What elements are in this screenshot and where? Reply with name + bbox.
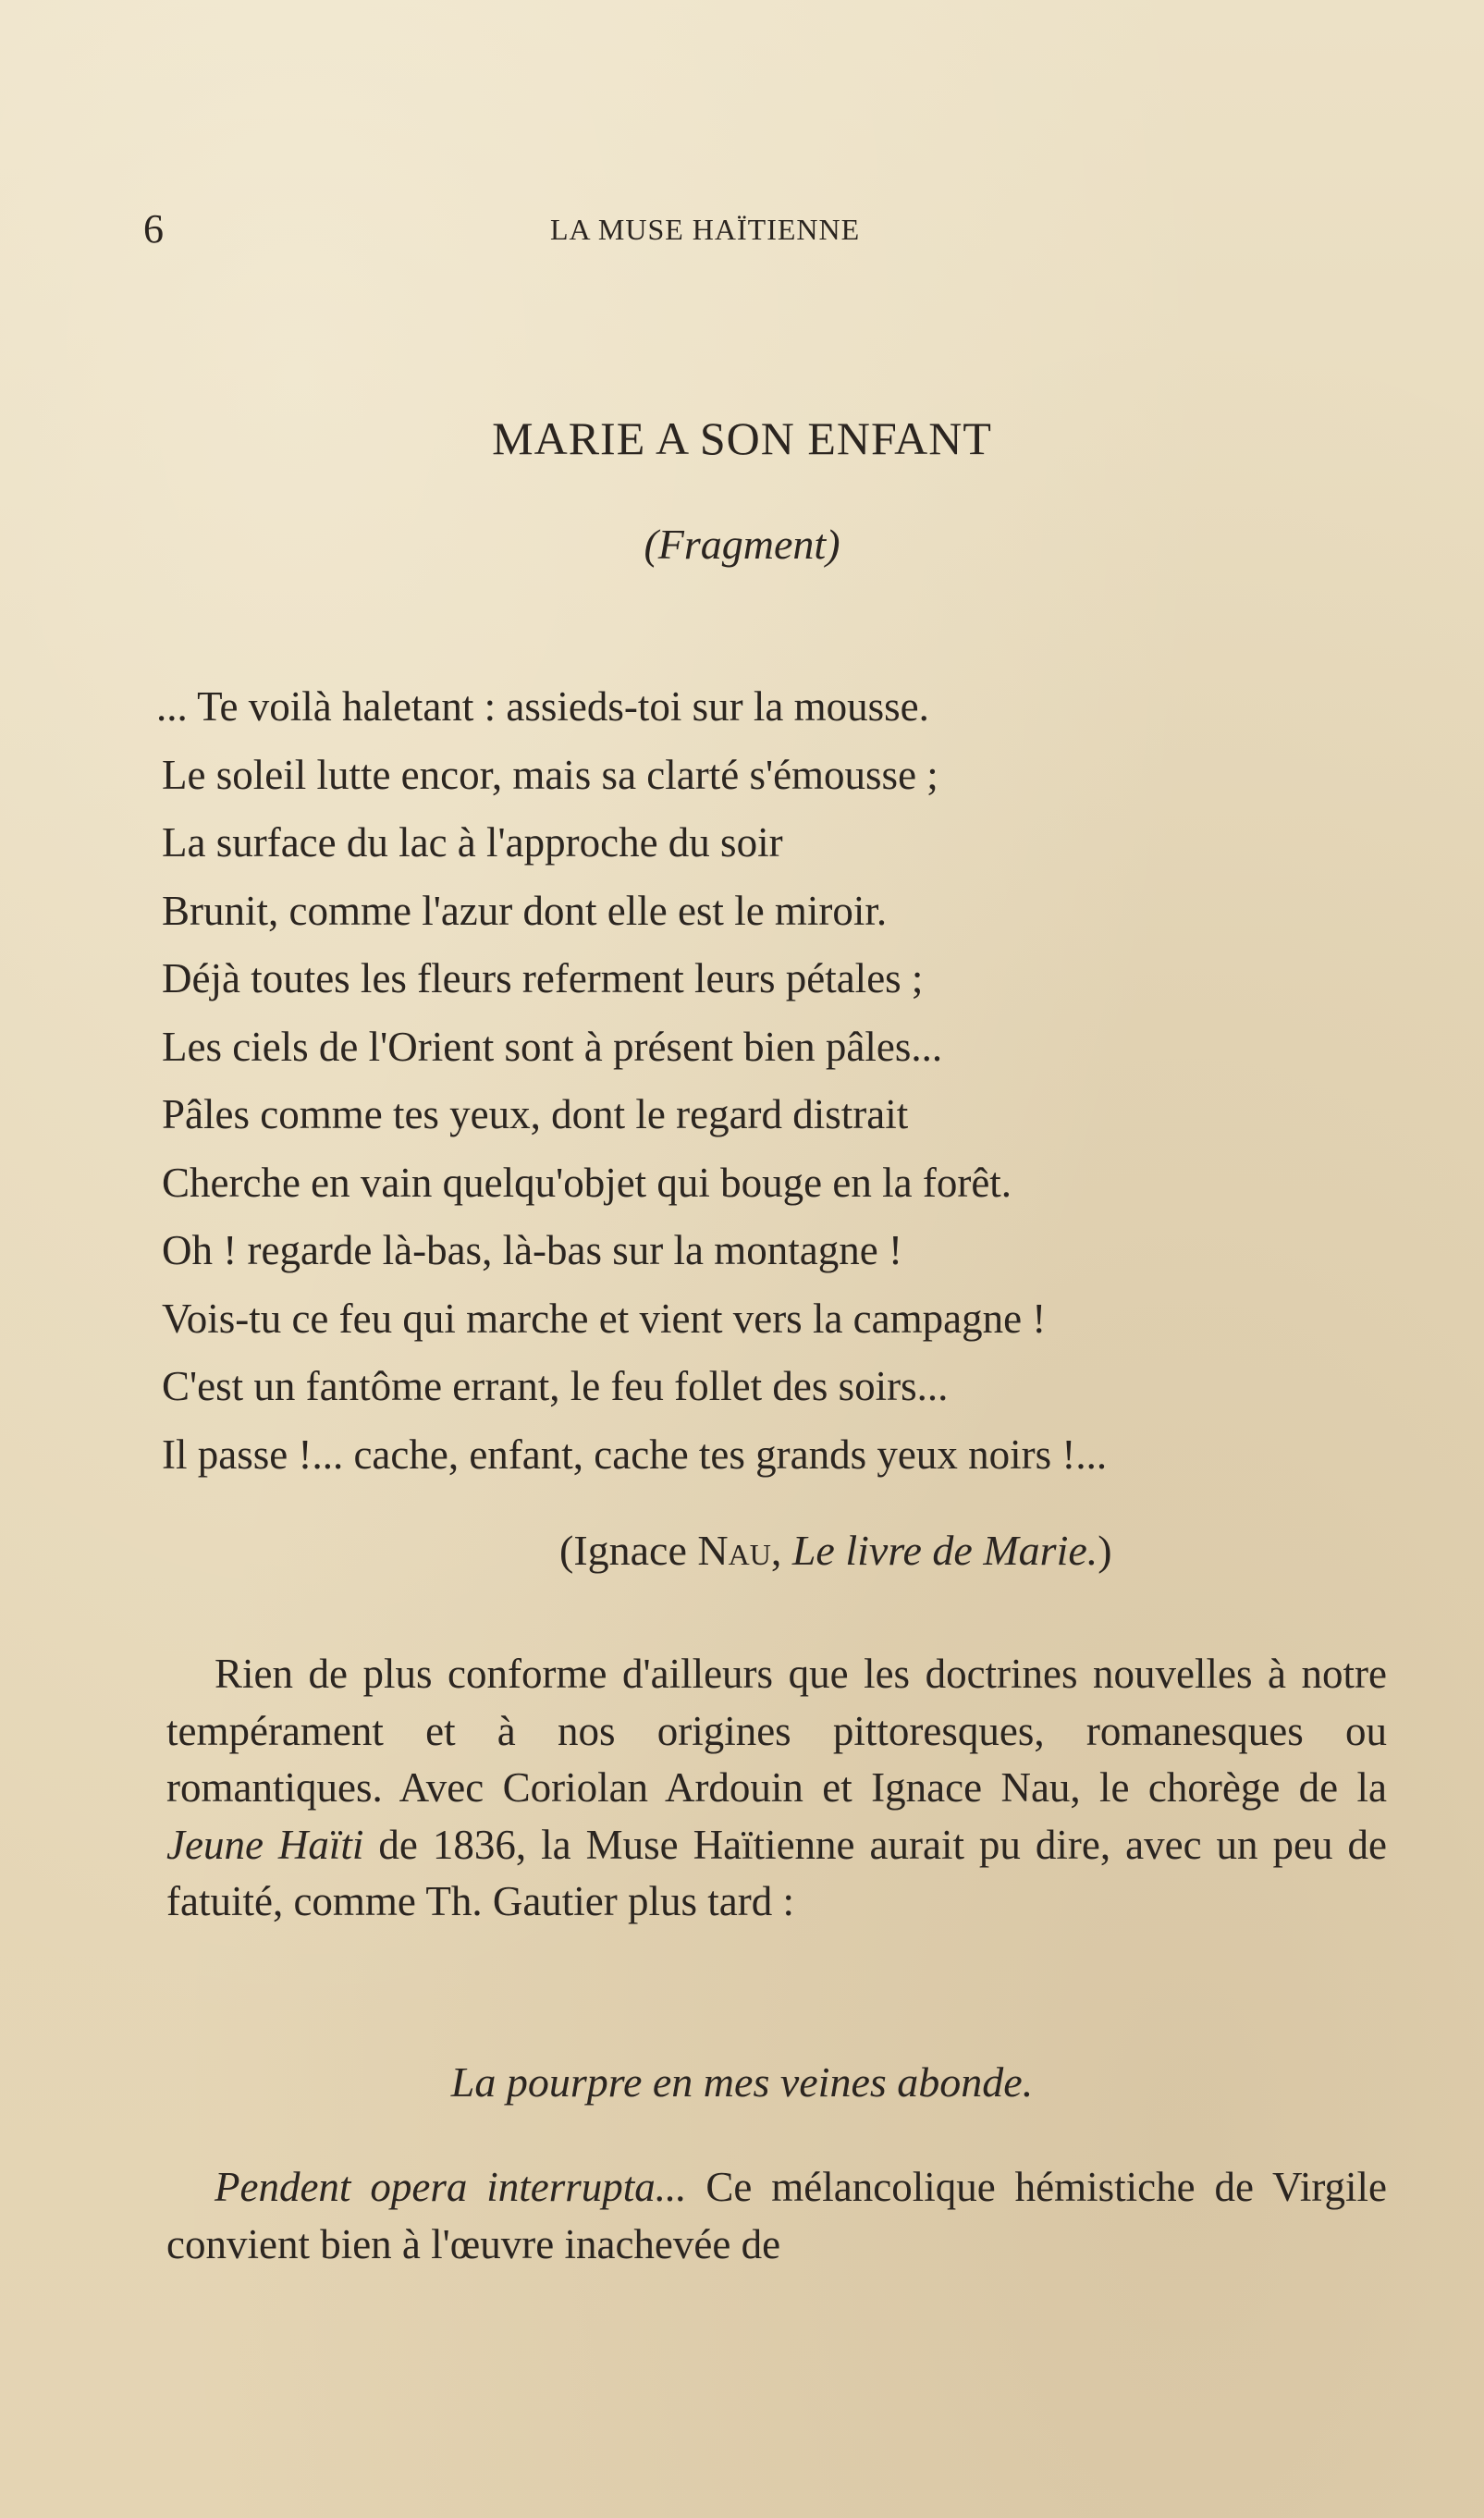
page-number: 6 <box>143 206 164 252</box>
poem-line: ... Te voilà haletant : assieds-toi sur la mousse. <box>156 683 929 730</box>
poem-line: Il passe !... cache, enfant, cache tes grands yeux noirs !... <box>162 1431 1108 1478</box>
italic-phrase: Jeune Haïti <box>166 1821 364 1868</box>
poem-line: La surface du lac à l'approche du soir <box>162 819 783 866</box>
poem-body <box>156 673 1410 1489</box>
poem-line: Le soleil lutte encor, mais sa clarté s'émousse ; <box>162 751 938 798</box>
latin-quote: Pendent opera interrupta... <box>215 2164 687 2210</box>
poem-subtitle: (Fragment) <box>644 521 840 568</box>
poem-line: Pâles comme tes yeux, dont le regard distrait <box>162 1091 909 1137</box>
poem-line: Brunit, comme l'azur dont elle est le miroir. <box>162 887 888 934</box>
page-header <box>143 202 1419 257</box>
attribution-comma: , <box>770 1527 792 1574</box>
poem-line: Vois-tu ce feu qui marche et vient vers la campagne ! <box>162 1295 1047 1342</box>
work-title: Le livre de Marie. <box>791 1527 1098 1574</box>
paragraph-text: de 1836, la Muse Haïtienne aurait pu dire, avec un peu de fatuité, comme Th. Gautier plus tard : <box>166 1821 1387 1924</box>
poem-line: Les ciels de l'Orient sont à présent bien pâles... <box>162 1023 943 1070</box>
quoted-verse: La pourpre en mes veines abonde. <box>450 2058 1034 2106</box>
paragraph-text: Ce mélancolique hémistiche de Virgile convient bien à l'œuvre inachevée de <box>166 2164 1387 2267</box>
paragraph-text: Rien de plus conforme d'ailleurs que les doctrines nouvelles à notre tempérament et à nos origines pittoresques, romanesques ou romantiques. Avec Coriolan Ardouin et Ignace Nau, le chorège de la <box>166 1651 1387 1811</box>
poem-title: MARIE A SON ENFANT <box>492 412 992 464</box>
prose-paragraph-2 <box>166 2159 1387 2273</box>
attribution-close: ) <box>1098 1527 1112 1574</box>
poem-line: Déjà toutes les fleurs referment leurs pétales ; <box>162 955 924 1001</box>
author-surname: Nau <box>697 1527 771 1574</box>
running-head: LA MUSE HAÏTIENNE <box>550 213 861 246</box>
poem-attribution <box>559 1526 1112 1575</box>
prose-paragraph-1 <box>166 1646 1387 1931</box>
attribution-open: (Ignace <box>559 1527 698 1574</box>
poem-line: Cherche en vain quelqu'objet qui bouge en la forêt. <box>162 1159 1012 1206</box>
poem-line: C'est un fantôme errant, le feu follet des soirs... <box>162 1363 949 1409</box>
poem-line: Oh ! regarde là-bas, là-bas sur la montagne ! <box>162 1227 902 1273</box>
